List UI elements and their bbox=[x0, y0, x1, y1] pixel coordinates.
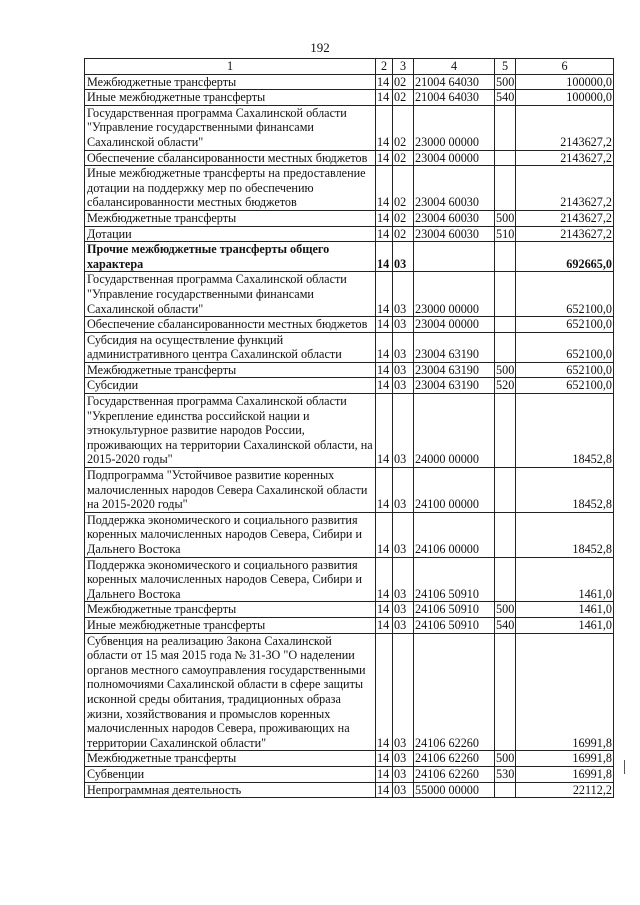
row-target-article: 21004 64030 bbox=[414, 74, 495, 90]
row-subsection: 03 bbox=[393, 394, 414, 468]
row-name: Иные межбюджетные трансферты bbox=[85, 617, 376, 633]
row-subsection: 03 bbox=[393, 557, 414, 602]
row-subsection: 02 bbox=[393, 150, 414, 166]
row-section: 14 bbox=[376, 378, 393, 394]
row-target-article: 24106 50910 bbox=[414, 602, 495, 618]
row-expense-type bbox=[495, 317, 516, 333]
row-amount: 1461,0 bbox=[516, 557, 614, 602]
row-target-article: 24100 00000 bbox=[414, 468, 495, 513]
row-amount: 652100,0 bbox=[516, 362, 614, 378]
row-amount: 692665,0 bbox=[516, 242, 614, 272]
row-expense-type bbox=[495, 468, 516, 513]
row-target-article: 23004 63190 bbox=[414, 332, 495, 362]
row-amount: 16991,8 bbox=[516, 633, 614, 751]
table-row bbox=[85, 166, 614, 211]
row-name: Поддержка экономического и социального развития коренных малочисленных народов Севера, Сибири и Дальнего Востока bbox=[85, 557, 376, 602]
row-target-article: 23004 60030 bbox=[414, 210, 495, 226]
row-subsection: 03 bbox=[393, 751, 414, 767]
row-subsection: 03 bbox=[393, 242, 414, 272]
table-row bbox=[85, 468, 614, 513]
table-row bbox=[85, 332, 614, 362]
table-row bbox=[85, 394, 614, 468]
table-row bbox=[85, 782, 614, 798]
row-name: Межбюджетные трансферты bbox=[85, 74, 376, 90]
row-section: 14 bbox=[376, 782, 393, 798]
row-name: Обеспечение сбалансированности местных бюджетов bbox=[85, 150, 376, 166]
row-target-article: 24106 62260 bbox=[414, 751, 495, 767]
table-row bbox=[85, 272, 614, 317]
row-name: Непрограммная деятельность bbox=[85, 782, 376, 798]
row-subsection: 02 bbox=[393, 166, 414, 211]
row-section: 14 bbox=[376, 317, 393, 333]
table-row bbox=[85, 362, 614, 378]
table-row bbox=[85, 210, 614, 226]
row-section: 14 bbox=[376, 210, 393, 226]
row-expense-type bbox=[495, 150, 516, 166]
row-target-article: 24106 00000 bbox=[414, 512, 495, 557]
row-subsection: 03 bbox=[393, 617, 414, 633]
row-name: Иные межбюджетные трансферты bbox=[85, 90, 376, 106]
page-number: 192 bbox=[310, 40, 330, 55]
row-target-article: 24106 50910 bbox=[414, 617, 495, 633]
row-section: 14 bbox=[376, 105, 393, 150]
row-name: Дотации bbox=[85, 226, 376, 242]
row-section: 14 bbox=[376, 468, 393, 513]
row-section: 14 bbox=[376, 394, 393, 468]
row-expense-type: 500 bbox=[496, 362, 515, 377]
row-section: 14 bbox=[376, 602, 393, 618]
row-subsection: 03 bbox=[393, 362, 414, 378]
row-amount: 2143627,2 bbox=[516, 226, 614, 242]
row-amount: 1461,0 bbox=[516, 617, 614, 633]
row-amount: 2143627,2 bbox=[516, 105, 614, 150]
row-name: Субвенция на реализацию Закона Сахалинской области от 15 мая 2015 года № 31-ЗО "О наделении органов местного самоуправления государственными полномочиями Сахалинской области в сфере защиты исконной среды обитания, традиционных образа жизни, хозяйствования и промыслов коренных малочисленных народов Севера, проживающих на территории Сахалинской области" bbox=[85, 633, 376, 751]
column-header: 1 bbox=[85, 59, 376, 75]
row-amount: 16991,8 bbox=[516, 751, 614, 767]
row-section: 14 bbox=[376, 242, 393, 272]
table-row bbox=[85, 751, 614, 767]
column-header: 3 bbox=[393, 59, 414, 75]
row-expense-type: 540 bbox=[496, 90, 515, 105]
row-section: 14 bbox=[376, 766, 393, 782]
table-row bbox=[85, 90, 614, 106]
row-amount: 2143627,2 bbox=[516, 166, 614, 211]
row-name: Межбюджетные трансферты bbox=[85, 362, 376, 378]
row-amount: 1461,0 bbox=[516, 602, 614, 618]
row-target-article: 24106 62260 bbox=[414, 766, 495, 782]
row-name: Поддержка экономического и социального развития коренных малочисленных народов Севера, Сибири и Дальнего Востока bbox=[85, 512, 376, 557]
row-section: 14 bbox=[376, 633, 393, 751]
row-name: Обеспечение сбалансированности местных бюджетов bbox=[85, 317, 376, 333]
row-subsection: 02 bbox=[393, 105, 414, 150]
row-expense-type bbox=[495, 633, 516, 751]
row-name: Государственная программа Сахалинской области "Управление государственными финансами Сахалинской области" bbox=[85, 272, 376, 317]
table-row bbox=[85, 617, 614, 633]
row-target-article: 21004 64030 bbox=[414, 90, 495, 106]
row-subsection: 03 bbox=[393, 512, 414, 557]
row-subsection: 03 bbox=[393, 332, 414, 362]
row-expense-type bbox=[495, 557, 516, 602]
table-row bbox=[85, 317, 614, 333]
row-subsection: 03 bbox=[393, 378, 414, 394]
row-amount: 652100,0 bbox=[516, 332, 614, 362]
column-header: 6 bbox=[516, 59, 614, 75]
row-expense-type bbox=[495, 272, 516, 317]
row-subsection: 03 bbox=[393, 272, 414, 317]
row-expense-type bbox=[495, 512, 516, 557]
row-name: Иные межбюджетные трансферты на предоставление дотации на поддержку мер по обеспечению сбалансированности местных бюджетов bbox=[85, 166, 376, 211]
row-subsection: 02 bbox=[393, 74, 414, 90]
table-row bbox=[85, 105, 614, 150]
row-amount: 652100,0 bbox=[516, 378, 614, 394]
margin-mark bbox=[624, 760, 625, 774]
row-section: 14 bbox=[376, 166, 393, 211]
row-subsection: 02 bbox=[393, 226, 414, 242]
budget-table bbox=[84, 58, 614, 798]
row-target-article: 23004 60030 bbox=[414, 226, 495, 242]
row-subsection: 03 bbox=[393, 766, 414, 782]
row-target-article: 24000 00000 bbox=[414, 394, 495, 468]
row-section: 14 bbox=[376, 557, 393, 602]
row-expense-type bbox=[495, 394, 516, 468]
row-section: 14 bbox=[376, 90, 393, 106]
table-row bbox=[85, 226, 614, 242]
row-section: 14 bbox=[376, 751, 393, 767]
table-row bbox=[85, 512, 614, 557]
row-expense-type: 500 bbox=[496, 74, 515, 89]
row-amount: 2143627,2 bbox=[516, 150, 614, 166]
column-header: 5 bbox=[495, 59, 516, 75]
row-expense-type bbox=[495, 332, 516, 362]
row-name: Межбюджетные трансферты bbox=[85, 602, 376, 618]
table-header-row bbox=[85, 59, 614, 75]
table-row bbox=[85, 633, 614, 751]
row-name: Субвенции bbox=[85, 766, 376, 782]
row-amount: 652100,0 bbox=[516, 317, 614, 333]
row-amount: 16991,8 bbox=[516, 766, 614, 782]
row-expense-type bbox=[495, 105, 516, 150]
table-row bbox=[85, 766, 614, 782]
row-expense-type: 500 bbox=[496, 210, 515, 225]
row-target-article: 24106 62260 bbox=[414, 633, 495, 751]
row-section: 14 bbox=[376, 74, 393, 90]
row-section: 14 bbox=[376, 362, 393, 378]
row-name: Государственная программа Сахалинской области "Управление государственными финансами Сахалинской области" bbox=[85, 105, 376, 150]
table-row bbox=[85, 150, 614, 166]
table-row bbox=[85, 557, 614, 602]
column-header: 2 bbox=[376, 59, 393, 75]
row-name: Межбюджетные трансферты bbox=[85, 210, 376, 226]
table-row bbox=[85, 602, 614, 618]
row-target-article bbox=[414, 242, 495, 272]
row-name: Субсидии bbox=[85, 378, 376, 394]
row-amount: 18452,8 bbox=[516, 394, 614, 468]
row-amount: 100000,0 bbox=[516, 90, 614, 106]
row-name: Субсидия на осуществление функций административного центра Сахалинской области bbox=[85, 332, 376, 362]
row-target-article: 24106 50910 bbox=[414, 557, 495, 602]
row-name: Межбюджетные трансферты bbox=[85, 751, 376, 767]
row-subsection: 03 bbox=[393, 317, 414, 333]
row-section: 14 bbox=[376, 332, 393, 362]
row-expense-type bbox=[495, 166, 516, 211]
row-expense-type: 510 bbox=[496, 226, 515, 241]
row-target-article: 23004 63190 bbox=[414, 378, 495, 394]
row-target-article: 23004 63190 bbox=[414, 362, 495, 378]
row-expense-type: 540 bbox=[496, 617, 515, 632]
row-expense-type: 520 bbox=[496, 378, 515, 393]
row-amount: 100000,0 bbox=[516, 74, 614, 90]
column-header: 4 bbox=[414, 59, 495, 75]
row-target-article: 23004 00000 bbox=[414, 150, 495, 166]
row-amount: 18452,8 bbox=[516, 468, 614, 513]
row-amount: 18452,8 bbox=[516, 512, 614, 557]
row-section: 14 bbox=[376, 150, 393, 166]
table-row bbox=[85, 378, 614, 394]
row-subsection: 02 bbox=[393, 90, 414, 106]
row-subsection: 03 bbox=[393, 602, 414, 618]
table-row bbox=[85, 242, 614, 272]
row-name: Подпрограмма "Устойчивое развитие коренных малочисленных народов Севера Сахалинской области на 2015-2020 годы" bbox=[85, 468, 376, 513]
row-subsection: 03 bbox=[393, 468, 414, 513]
row-target-article: 23004 60030 bbox=[414, 166, 495, 211]
row-target-article: 23004 00000 bbox=[414, 317, 495, 333]
row-target-article: 23000 00000 bbox=[414, 272, 495, 317]
row-section: 14 bbox=[376, 226, 393, 242]
row-amount: 652100,0 bbox=[516, 272, 614, 317]
row-target-article: 23000 00000 bbox=[414, 105, 495, 150]
row-expense-type: 500 bbox=[496, 602, 515, 617]
table-row bbox=[85, 74, 614, 90]
row-target-article: 55000 00000 bbox=[414, 782, 495, 798]
row-subsection: 02 bbox=[393, 210, 414, 226]
row-section: 14 bbox=[376, 617, 393, 633]
row-expense-type bbox=[495, 242, 516, 272]
row-amount: 22112,2 bbox=[516, 782, 614, 798]
row-expense-type: 500 bbox=[496, 751, 515, 766]
row-name: Государственная программа Сахалинской области "Укрепление единства российской нации и этнокультурное развитие народов России, проживающих на территории Сахалинской области, на 2015-2020 годы" bbox=[85, 394, 376, 468]
row-amount: 2143627,2 bbox=[516, 210, 614, 226]
row-subsection: 03 bbox=[393, 782, 414, 798]
row-section: 14 bbox=[376, 272, 393, 317]
row-section: 14 bbox=[376, 512, 393, 557]
row-expense-type: 530 bbox=[496, 766, 515, 781]
row-expense-type bbox=[495, 782, 516, 798]
row-subsection: 03 bbox=[393, 633, 414, 751]
row-name: Прочие межбюджетные трансферты общего характера bbox=[85, 242, 376, 272]
